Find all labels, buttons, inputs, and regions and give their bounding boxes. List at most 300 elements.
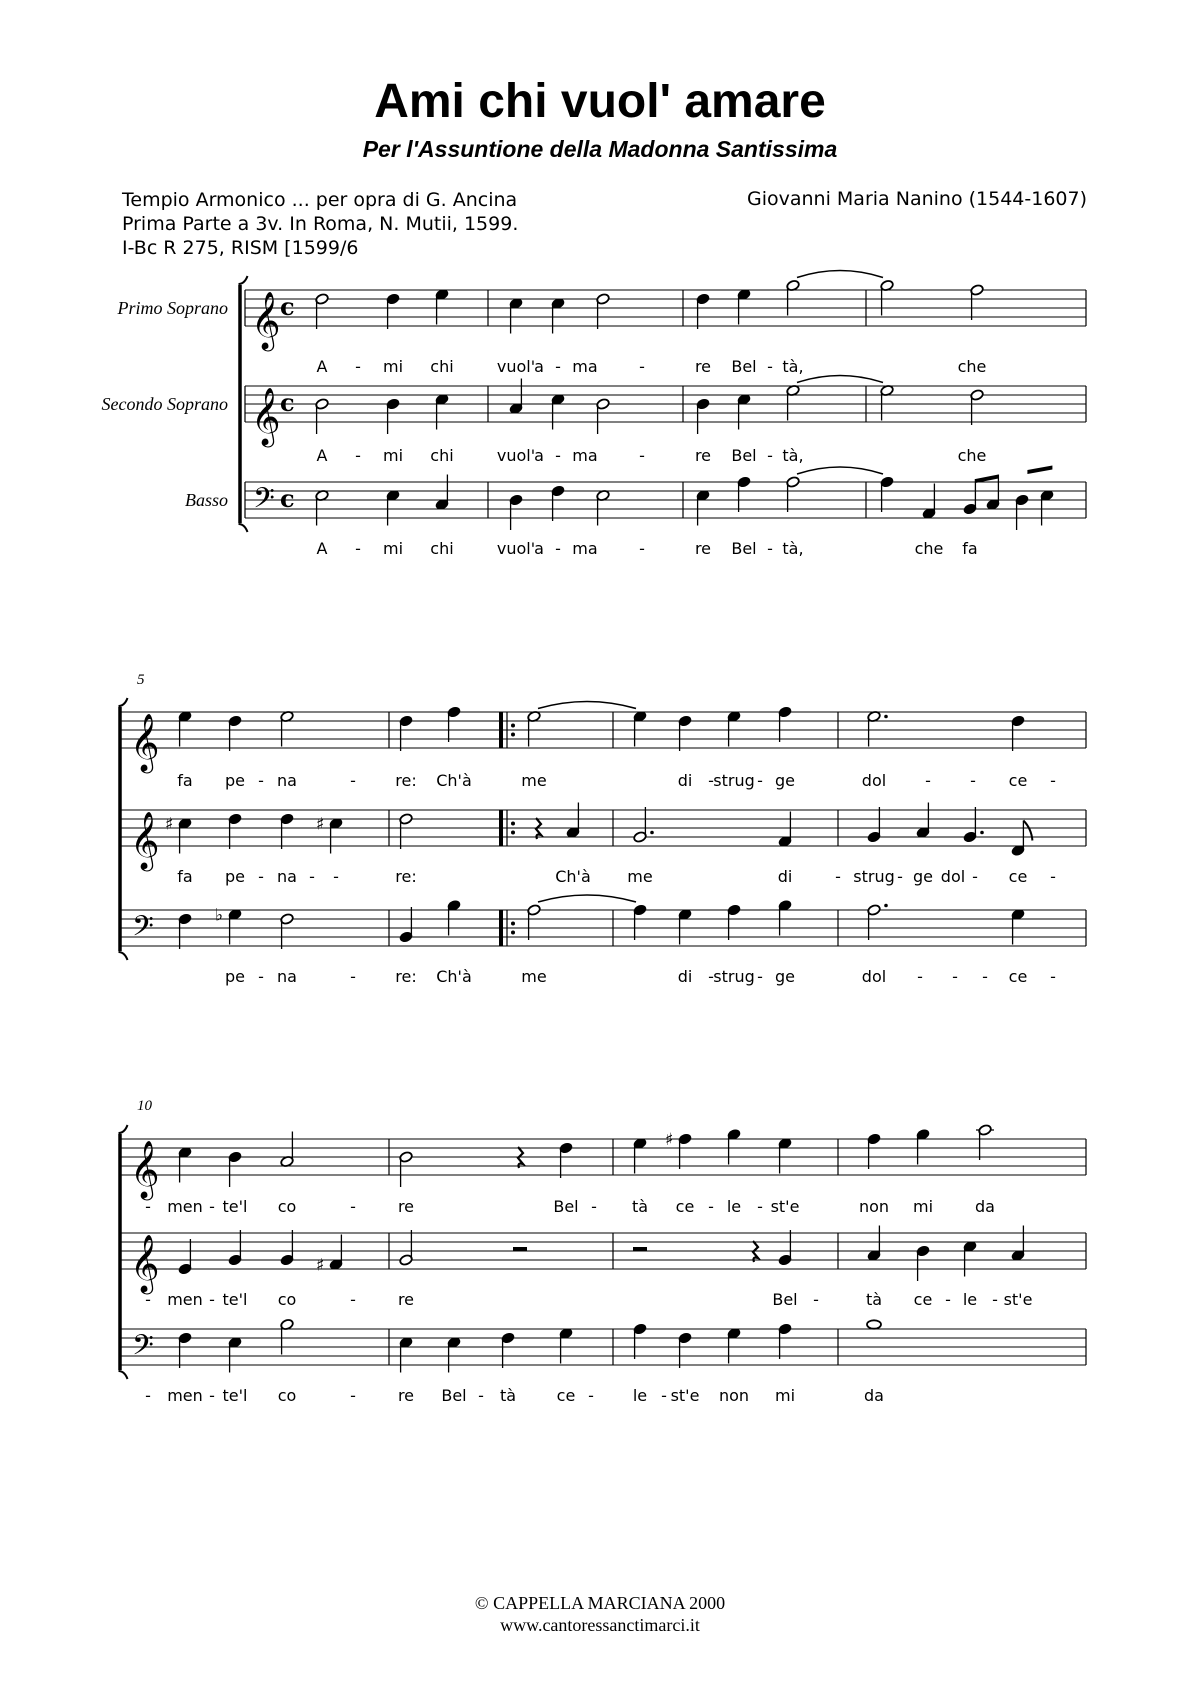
flat-icon: ♭ — [215, 905, 224, 926]
quarter-note — [678, 908, 692, 944]
lyric-syllable: ce — [1008, 967, 1028, 986]
half-note — [280, 1132, 294, 1168]
lyric-syllable: - — [478, 1386, 484, 1405]
lyric-syllable: ce — [556, 1386, 576, 1405]
source-line: Tempio Armonico ... per opra di G. Ancina — [122, 189, 518, 211]
quarter-note — [922, 484, 936, 520]
lyric-line — [317, 539, 978, 558]
quarter-note — [228, 1230, 242, 1266]
quarter-note — [1011, 715, 1025, 751]
quarter-note — [399, 907, 413, 943]
lyric-syllable: strug — [713, 967, 755, 986]
lyric-syllable: fa — [177, 867, 193, 886]
lyric-syllable: men — [167, 1290, 203, 1309]
lyric-line — [225, 967, 1056, 986]
lyric-syllable: strug — [853, 867, 895, 886]
bass-clef-icon: 𝄢 — [132, 1329, 154, 1369]
footer — [0, 1592, 1200, 1636]
score-title: Ami chi vuol' amare — [374, 75, 826, 128]
half-note — [280, 710, 294, 746]
lyric-syllable: vuol' — [496, 539, 536, 558]
lyric-syllable: le — [632, 1386, 648, 1405]
quarter-note — [696, 489, 710, 525]
common-time-icon: c — [280, 484, 295, 513]
lyric-syllable: - — [258, 967, 264, 986]
measure-number: 10 — [137, 1098, 152, 1114]
quarter-note — [737, 393, 751, 429]
half-note — [978, 1124, 992, 1160]
quarter-note — [778, 899, 792, 935]
lyric-syllable: - — [555, 539, 561, 558]
tie-slur — [797, 467, 883, 474]
quarter-note — [316, 815, 343, 854]
lyric-syllable: mi — [912, 1197, 934, 1216]
quarter-note — [696, 293, 710, 329]
half-rest-icon — [633, 1247, 647, 1251]
lyric-syllable: chi — [430, 446, 454, 465]
voice-label: Basso — [184, 490, 228, 510]
quarter-note — [867, 1226, 881, 1262]
lyric-syllable: A — [316, 539, 328, 558]
lyric-syllable: - — [813, 1290, 819, 1309]
treble-clef-icon: 𝄞 — [130, 1140, 160, 1198]
half-note — [315, 489, 329, 525]
lyric-syllable: vuol' — [496, 446, 536, 465]
quarter-note — [165, 815, 192, 854]
tie-slur — [538, 895, 636, 902]
bracket-hook — [119, 1125, 128, 1133]
lyric-syllable: - — [209, 1290, 215, 1309]
lyric-syllable: a — [534, 446, 544, 465]
quarter-note — [228, 715, 242, 751]
bracket-hook — [119, 952, 128, 960]
half-note — [399, 813, 413, 849]
eighth-note — [1040, 489, 1054, 525]
quarter-note — [178, 913, 192, 949]
lyric-syllable: - — [982, 967, 988, 986]
quarter-note — [435, 393, 449, 429]
half-note — [880, 279, 894, 315]
quarter-note — [386, 489, 400, 525]
lyric-syllable: ma — [572, 357, 598, 376]
staff — [120, 1139, 1086, 1175]
lyric-syllable: - — [970, 771, 976, 790]
half-note — [596, 398, 610, 434]
quarter-note — [678, 1332, 692, 1368]
lyric-syllable: te'l — [222, 1386, 248, 1405]
lyric-syllable: ge — [775, 967, 795, 986]
lyric-syllable: ce — [675, 1197, 695, 1216]
half-note — [867, 710, 888, 746]
lyric-syllable: tà, — [782, 446, 804, 465]
quarter-note — [399, 715, 413, 751]
quarter-note — [501, 1332, 515, 1368]
lyric-syllable: re — [694, 539, 712, 558]
lyric-syllable: - — [757, 1197, 763, 1216]
repeat-dot — [511, 822, 515, 826]
lyric-syllable: - — [350, 967, 356, 986]
lyric-syllable: strug — [713, 771, 755, 790]
voice-label: Primo Soprano — [117, 298, 228, 318]
lyric-syllable: na — [277, 867, 297, 886]
eighth-note — [963, 479, 977, 515]
eighth-note — [1015, 494, 1029, 530]
half-rest-icon — [513, 1247, 527, 1251]
lyric-syllable: st'e — [770, 1197, 800, 1216]
lyric-syllable: - — [1050, 867, 1056, 886]
quarter-note — [678, 715, 692, 751]
quarter-note — [778, 706, 792, 742]
lyric-syllable: - — [835, 867, 841, 886]
augmentation-dot — [884, 904, 888, 908]
common-time-icon: c — [280, 388, 295, 417]
treble-clef-icon: 𝄞 — [130, 1234, 160, 1292]
composer-credit: Giovanni Maria Nanino (1544-1607) — [747, 188, 1087, 210]
lyric-line — [145, 1386, 884, 1405]
lyric-syllable: na — [277, 771, 297, 790]
quarter-note — [447, 899, 461, 935]
lyric-line — [145, 1290, 1032, 1309]
lyric-syllable: tà — [865, 1290, 883, 1309]
quarter-note — [566, 803, 580, 839]
quarter-note — [727, 904, 741, 940]
lyric-syllable: me — [521, 771, 547, 790]
note-beam — [1027, 466, 1052, 475]
quarter-note — [737, 288, 751, 324]
quarter-note — [916, 803, 930, 839]
half-note — [596, 293, 610, 329]
quarter-note — [447, 706, 461, 742]
lyric-syllable: chi — [430, 539, 454, 558]
score-subtitle: Per l'Assuntione della Madonna Santissima — [362, 136, 838, 162]
lyric-syllable: st'e — [1003, 1290, 1033, 1309]
treble-clef-icon: 𝄞 — [130, 811, 160, 869]
lyric-syllable: pe — [225, 867, 245, 886]
whole-note — [867, 1320, 881, 1328]
lyric-syllable: - — [972, 867, 978, 886]
lyric-syllable: - — [767, 446, 773, 465]
quarter-note — [228, 1336, 242, 1372]
bracket-hook — [239, 276, 248, 284]
lyric-syllable: a — [534, 539, 544, 558]
website-link[interactable]: www.cantoressanctimarci.it — [500, 1615, 700, 1635]
measure-number: 5 — [137, 672, 145, 688]
lyric-syllable: - — [708, 1197, 714, 1216]
lyric-syllable: non — [858, 1197, 890, 1216]
quarter-note — [880, 476, 894, 512]
eighth-note — [1011, 821, 1033, 857]
quarter-note — [178, 1146, 192, 1182]
half-note — [399, 1230, 413, 1266]
augmentation-dot — [650, 831, 654, 835]
lyric-syllable: - — [350, 771, 356, 790]
quarter-note — [696, 398, 710, 434]
lyric-syllable: ce — [1008, 867, 1028, 886]
half-note — [970, 389, 984, 425]
half-note — [786, 279, 800, 315]
lyric-syllable: tà, — [782, 357, 804, 376]
lyric-syllable: A — [316, 446, 328, 465]
quarter-note — [559, 1142, 573, 1178]
lyric-syllable: Ch'à — [555, 867, 591, 886]
quarter-note — [633, 1137, 647, 1173]
source-line: I-Bc R 275, RISM [1599/6 — [122, 237, 359, 259]
quarter-note — [633, 710, 647, 746]
lyric-syllable: te'l — [222, 1197, 248, 1216]
lyric-syllable: da — [975, 1197, 995, 1216]
quarter-note — [435, 288, 449, 324]
lyric-syllable: - — [708, 771, 714, 790]
lyric-syllable: co — [277, 1197, 297, 1216]
lyric-syllable: Ch'à — [436, 771, 472, 790]
quarter-note — [178, 710, 192, 746]
quarter-note — [509, 494, 523, 530]
lyric-syllable: di — [677, 771, 693, 790]
lyric-syllable: re — [397, 1290, 415, 1309]
repeat-dot — [511, 931, 515, 935]
lyric-syllable: le — [726, 1197, 742, 1216]
common-time-icon: c — [280, 292, 295, 321]
lyric-syllable: - — [145, 1386, 151, 1405]
tie-slur — [538, 702, 636, 709]
lyric-syllable: - — [350, 1290, 356, 1309]
half-note — [633, 807, 654, 843]
lyric-syllable: tà — [631, 1197, 649, 1216]
quarter-note — [867, 1133, 881, 1169]
lyric-syllable: - — [661, 1386, 667, 1405]
lyric-syllable: co — [277, 1290, 297, 1309]
half-note — [315, 293, 329, 329]
quarter-note — [778, 1323, 792, 1359]
lyric-syllable: - — [992, 1290, 998, 1309]
staff — [245, 482, 1086, 518]
staff — [120, 910, 1086, 946]
lyric-syllable: me — [627, 867, 653, 886]
lyric-syllable: - — [639, 446, 645, 465]
bass-clef-icon: 𝄢 — [253, 482, 275, 522]
lyric-syllable: - — [588, 1386, 594, 1405]
lyric-syllable: dol — [861, 967, 887, 986]
quarter-note — [559, 1327, 573, 1363]
lyric-syllable: - — [757, 967, 763, 986]
quarter-note — [280, 813, 294, 849]
lyric-syllable: - — [639, 539, 645, 558]
quarter-note — [727, 1128, 741, 1164]
lyric-syllable: mi — [382, 357, 404, 376]
lyric-syllable: fa — [962, 539, 978, 558]
lyric-syllable: - — [350, 1386, 356, 1405]
lyric-syllable: Bel — [731, 357, 757, 376]
lyric-syllable: non — [718, 1386, 750, 1405]
augmentation-dot — [980, 831, 984, 835]
quarter-note — [633, 1323, 647, 1359]
tie-slur — [797, 376, 883, 383]
half-note — [867, 904, 888, 940]
quarter-note — [737, 476, 751, 512]
quarter-note — [916, 1245, 930, 1281]
lyric-syllable: - — [145, 1290, 151, 1309]
lyric-syllable: - — [209, 1386, 215, 1405]
quarter-note — [551, 297, 565, 333]
lyric-syllable: - — [355, 539, 361, 558]
lyric-syllable: - — [209, 1197, 215, 1216]
lyric-syllable: Ch'à — [436, 967, 472, 986]
treble-clef-icon: 𝄞 — [130, 713, 160, 771]
lyric-line — [317, 357, 987, 376]
lyric-syllable: ma — [572, 539, 598, 558]
quarter-note — [435, 475, 449, 511]
lyric-syllable: re: — [395, 967, 417, 986]
lyric-syllable: men — [167, 1197, 203, 1216]
quarter-note — [551, 485, 565, 521]
half-note — [527, 710, 541, 746]
lyric-syllable: - — [708, 967, 714, 986]
lyric-syllable: - — [952, 967, 958, 986]
lyric-syllable: - — [258, 867, 264, 886]
staff — [120, 810, 1086, 846]
quarter-note — [633, 904, 647, 940]
quarter-note — [228, 1151, 242, 1187]
lyric-syllable: pe — [225, 771, 245, 790]
staff — [245, 386, 1086, 422]
lyric-syllable: - — [945, 1290, 951, 1309]
lyric-syllable: fa — [177, 771, 193, 790]
lyric-syllable: pe — [225, 967, 245, 986]
treble-clef-icon: 𝄞 — [251, 291, 281, 349]
repeat-dot — [511, 922, 515, 926]
lyric-syllable: ma — [572, 446, 598, 465]
sharp-icon: ♯ — [316, 814, 325, 835]
lyric-line — [317, 446, 987, 465]
half-note — [280, 1318, 294, 1354]
lyric-syllable: re: — [395, 771, 417, 790]
quarter-note — [280, 1230, 294, 1266]
lyric-syllable: - — [897, 867, 903, 886]
lyric-syllable: di — [677, 967, 693, 986]
half-note — [596, 489, 610, 525]
lyric-syllable: na — [277, 967, 297, 986]
lyric-syllable: Bel — [772, 1290, 798, 1309]
lyric-syllable: re: — [395, 867, 417, 886]
lyric-syllable: - — [917, 967, 923, 986]
lyric-syllable: vuol' — [496, 357, 536, 376]
lyric-syllable: che — [914, 539, 944, 558]
quarter-note — [665, 1130, 692, 1169]
lyric-syllable: - — [767, 357, 773, 376]
half-note — [527, 904, 541, 940]
quarter-note — [1011, 1226, 1025, 1262]
quarter-note — [727, 710, 741, 746]
lyric-syllable: di — [777, 867, 793, 886]
lyric-syllable: - — [145, 1197, 151, 1216]
quarter-note — [386, 293, 400, 329]
bracket-hook — [119, 1371, 128, 1379]
quarter-note — [215, 906, 242, 945]
lyric-syllable: - — [355, 357, 361, 376]
lyric-syllable: ge — [775, 771, 795, 790]
lyric-syllable: che — [957, 357, 987, 376]
lyric-syllable: - — [555, 357, 561, 376]
lyric-syllable: A — [316, 357, 328, 376]
half-note — [786, 476, 800, 512]
lyric-syllable: re — [397, 1197, 415, 1216]
lyric-line — [145, 1197, 995, 1216]
source-line: Prima Parte a 3v. In Roma, N. Mutii, 1599. — [122, 213, 519, 235]
lyric-syllable: a — [534, 357, 544, 376]
quarter-note — [963, 807, 984, 843]
bracket-hook — [239, 524, 248, 532]
quarter-note — [386, 398, 400, 434]
quarter-note — [551, 393, 565, 429]
quarter-note — [778, 1230, 792, 1266]
bass-clef-icon: 𝄢 — [132, 910, 154, 950]
lyric-syllable: che — [957, 446, 987, 465]
lyric-syllable: - — [639, 357, 645, 376]
half-note — [280, 913, 294, 949]
lyric-syllable: le — [962, 1290, 978, 1309]
lyric-syllable: - — [355, 446, 361, 465]
lyric-syllable: mi — [382, 539, 404, 558]
lyric-line — [177, 771, 1056, 790]
lyric-syllable: da — [864, 1386, 884, 1405]
quarter-note — [963, 1240, 977, 1276]
lyric-syllable: men — [167, 1386, 203, 1405]
lyric-syllable: ge — [913, 867, 933, 886]
lyric-syllable: tà — [499, 1386, 517, 1405]
sharp-icon: ♯ — [665, 1130, 674, 1150]
half-note — [880, 384, 894, 420]
lyric-syllable: Bel — [441, 1386, 467, 1405]
lyric-syllable: - — [1050, 967, 1056, 986]
lyric-syllable: Bel — [553, 1197, 579, 1216]
quarter-note — [916, 1128, 930, 1164]
lyric-syllable: chi — [430, 357, 454, 376]
treble-clef-icon: 𝄞 — [251, 387, 281, 445]
lyric-syllable: mi — [382, 446, 404, 465]
tie-slur — [797, 271, 883, 278]
repeat-dot — [511, 724, 515, 728]
quarter-note — [778, 1137, 792, 1173]
voice-label: Secondo Soprano — [101, 394, 228, 414]
sharp-icon: ♯ — [165, 814, 174, 835]
augmentation-dot — [884, 715, 888, 719]
lyric-syllable: - — [555, 446, 561, 465]
lyric-syllable: - — [333, 867, 339, 886]
lyric-syllable: re — [694, 446, 712, 465]
lyric-syllable: dol — [940, 867, 966, 886]
lyric-syllable: - — [767, 539, 773, 558]
lyric-syllable: st'e — [670, 1386, 700, 1405]
lyric-syllable: re — [397, 1386, 415, 1405]
bracket-hook — [119, 698, 128, 706]
lyric-syllable: - — [1050, 771, 1056, 790]
lyric-syllable: - — [258, 771, 264, 790]
quarter-note — [778, 812, 792, 848]
copyright-notice: © CAPPELLA MARCIANA 2000 — [474, 1593, 726, 1613]
lyric-syllable: - — [309, 867, 315, 886]
lyric-syllable: - — [591, 1197, 597, 1216]
lyric-line — [177, 867, 1056, 886]
notehead — [867, 1320, 881, 1328]
lyric-syllable: Bel — [731, 446, 757, 465]
half-note — [399, 1151, 413, 1187]
staff — [120, 1329, 1086, 1365]
quarter-note — [727, 1327, 741, 1363]
lyric-syllable: re — [694, 357, 712, 376]
lyric-syllable: Bel — [731, 539, 757, 558]
quarter-note — [1011, 908, 1025, 944]
lyric-syllable: - — [757, 771, 763, 790]
